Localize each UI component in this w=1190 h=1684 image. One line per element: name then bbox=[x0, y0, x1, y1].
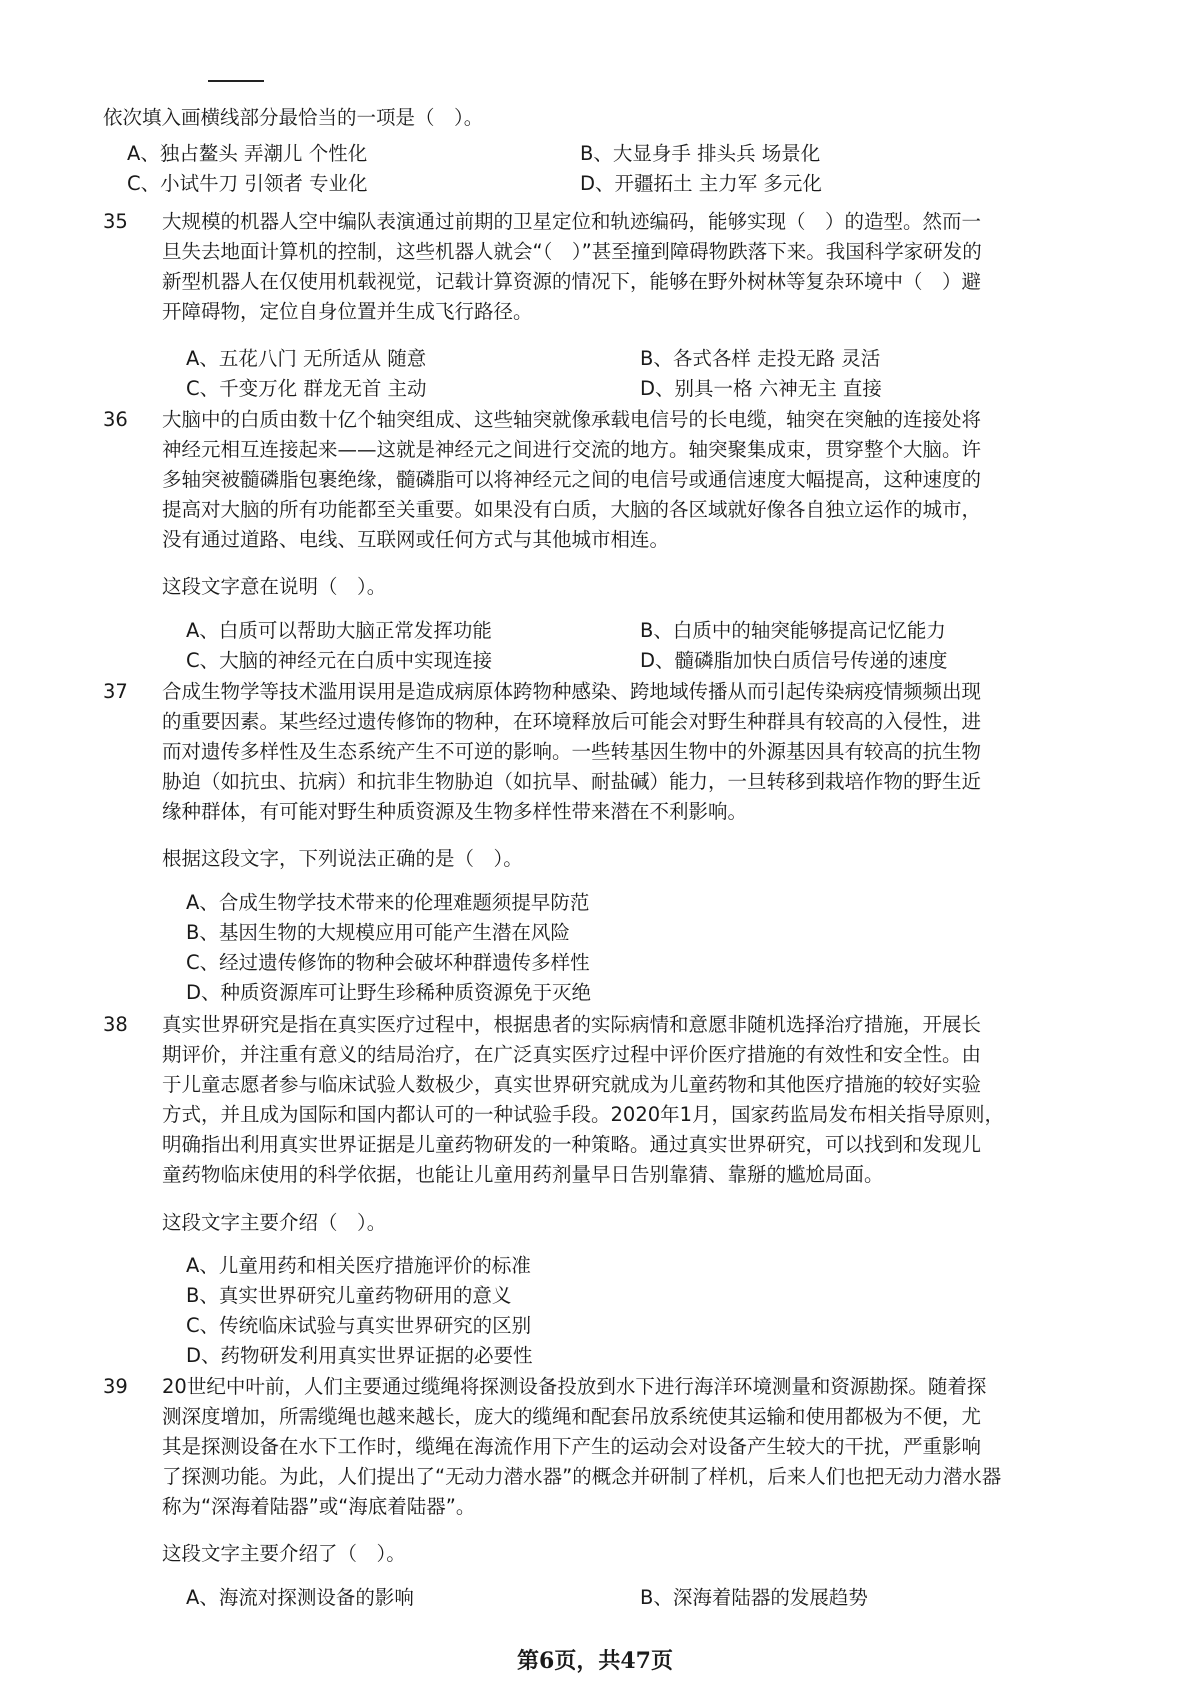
q39-line-4: 了探测功能。为此，人们提出了“无动力潜水器”的概念并研制了样机，后来人们也把无动力潜水器 bbox=[162, 1465, 1002, 1488]
q38-option-d: D、药物研发利用真实世界证据的必要性 bbox=[186, 1344, 533, 1367]
q37-line-4: 胁迫（如抗虫、抗病）和抗非生物胁迫（如抗旱、耐盐碱）能力，一旦转移到栽培作物的野生近 bbox=[162, 770, 982, 793]
page-footer: 第6页，共47页 bbox=[517, 1648, 673, 1674]
q34-prompt: 依次填入画横线部分最恰当的一项是（ ）。 bbox=[103, 106, 484, 129]
q39-line-3: 其是探测设备在水下工作时，缆绳在海流作用下产生的运动会对设备产生较大的干扰，严重影响 bbox=[162, 1435, 982, 1458]
q35-passage bbox=[162, 207, 1062, 327]
q36-line-5: 没有通过道路、电线、互联网或任何方式与其他城市相连。 bbox=[162, 528, 670, 551]
q38-option-a: A、儿童用药和相关医疗措施评价的标准 bbox=[186, 1254, 531, 1277]
q37-option-a: A、合成生物学技术带来的伦理难题须提早防范 bbox=[186, 891, 590, 914]
q37-line-2: 的重要因素。某些经过遗传修饰的物种，在环境释放后可能会对野生种群具有较高的入侵性，进 bbox=[162, 710, 982, 733]
q35-option-c: C、千变万化 群龙无首 主动 bbox=[186, 377, 427, 400]
q37-number: 37 bbox=[103, 680, 128, 703]
q37-option-b: B、基因生物的大规模应用可能产生潜在风险 bbox=[186, 921, 570, 944]
q36-number: 36 bbox=[103, 408, 128, 431]
q39-stem: 这段文字主要介绍了（ ）。 bbox=[162, 1542, 406, 1565]
fill-in-blank-line bbox=[208, 80, 264, 82]
q34-option-c: C、小试牛刀 引领者 专业化 bbox=[127, 172, 368, 195]
q37-stem: 根据这段文字，下列说法正确的是（ ）。 bbox=[162, 847, 523, 870]
q34-option-d: D、开疆拓土 主力军 多元化 bbox=[580, 172, 822, 195]
q38-line-3: 于儿童志愿者参与临床试验人数极少，真实世界研究就成为儿童药物和其他医疗措施的较好实验 bbox=[162, 1073, 982, 1096]
q35-line-2: 旦失去地面计算机的控制，这些机器人就会“（ ）”甚至撞到障碍物跌落下来。我国科学家研发的 bbox=[162, 240, 982, 263]
q37-passage bbox=[162, 677, 1062, 827]
q39-passage bbox=[162, 1372, 1062, 1522]
q38-passage bbox=[162, 1010, 1062, 1190]
q38-stem: 这段文字主要介绍（ ）。 bbox=[162, 1211, 387, 1234]
q36-option-a: A、白质可以帮助大脑正常发挥功能 bbox=[186, 619, 492, 642]
q39-line-1: 20世纪中叶前，人们主要通过缆绳将探测设备投放到水下进行海洋环境测量和资源勘探。随着探 bbox=[162, 1375, 987, 1398]
q38-option-c: C、传统临床试验与真实世界研究的区别 bbox=[186, 1314, 532, 1337]
q37-line-3: 而对遗传多样性及生态系统产生不可逆的影响。一些转基因生物中的外源基因具有较高的抗生物 bbox=[162, 740, 982, 763]
q39-option-b: B、深海着陆器的发展趋势 bbox=[640, 1586, 868, 1609]
q38-line-2: 期评价，并注重有意义的结局治疗，在广泛真实医疗过程中评价医疗措施的有效性和安全性。由 bbox=[162, 1043, 982, 1066]
q38-option-b: B、真实世界研究儿童药物研用的意义 bbox=[186, 1284, 512, 1307]
q37-option-d: D、种质资源库可让野生珍稀种质资源免于灭绝 bbox=[186, 981, 592, 1004]
q38-line-5: 明确指出利用真实世界证据是儿童药物研发的一种策略。通过真实世界研究，可以找到和发现儿 bbox=[162, 1133, 982, 1156]
q35-option-b: B、各式各样 走投无路 灵活 bbox=[640, 347, 881, 370]
q37-line-1: 合成生物学等技术滥用误用是造成病原体跨物种感染、跨地域传播从而引起传染病疫情频频出现 bbox=[162, 680, 982, 703]
q34-option-b: B、大显身手 排头兵 场景化 bbox=[580, 142, 821, 165]
q38-line-1: 真实世界研究是指在真实医疗过程中，根据患者的实际病情和意愿非随机选择治疗措施，开展长 bbox=[162, 1013, 982, 1036]
q35-number: 35 bbox=[103, 210, 128, 233]
q39-line-2: 测深度增加，所需缆绳也越来越长，庞大的缆绳和配套吊放系统使其运输和使用都极为不便，尤 bbox=[162, 1405, 982, 1428]
q35-line-4: 开障碍物，定位自身位置并生成飞行路径。 bbox=[162, 300, 533, 323]
q36-stem: 这段文字意在说明（ ）。 bbox=[162, 575, 387, 598]
q36-line-3: 多轴突被髓磷脂包裹绝缘，髓磷脂可以将神经元之间的电信号或通信速度大幅提高，这种速度的 bbox=[162, 468, 982, 491]
q36-line-4: 提高对大脑的所有功能都至关重要。如果没有白质，大脑的各区域就好像各自独立运作的城市， bbox=[162, 498, 982, 521]
q39-option-a: A、海流对探测设备的影响 bbox=[186, 1586, 414, 1609]
q37-line-5: 缘种群体，有可能对野生种质资源及生物多样性带来潜在不利影响。 bbox=[162, 800, 748, 823]
q35-option-a: A、五花八门 无所适从 随意 bbox=[186, 347, 427, 370]
q38-line-4: 方式，并且成为国际和国内都认可的一种试验手段。2020年1月，国家药监局发布相关指导原则， bbox=[162, 1103, 1005, 1126]
q39-line-5: 称为“深海着陆器”或“海底着陆器”。 bbox=[162, 1495, 476, 1518]
q39-number: 39 bbox=[103, 1375, 128, 1398]
q36-passage bbox=[162, 405, 1062, 555]
q35-option-d: D、别具一格 六神无主 直接 bbox=[640, 377, 882, 400]
q34-option-a: A、独占鳌头 弄潮儿 个性化 bbox=[127, 142, 368, 165]
q36-option-d: D、髓磷脂加快白质信号传递的速度 bbox=[640, 649, 948, 672]
q38-number: 38 bbox=[103, 1013, 128, 1036]
q36-line-1: 大脑中的白质由数十亿个轴突组成、这些轴突就像承载电信号的长电缆，轴突在突触的连接处将 bbox=[162, 408, 982, 431]
q36-line-2: 神经元相互连接起来——这就是神经元之间进行交流的地方。轴突聚集成束，贯穿整个大脑。许 bbox=[162, 438, 982, 461]
q37-option-c: C、经过遗传修饰的物种会破坏种群遗传多样性 bbox=[186, 951, 590, 974]
q35-line-1: 大规模的机器人空中编队表演通过前期的卫星定位和轨迹编码，能够实现（ ）的造型。然而一 bbox=[162, 210, 982, 233]
q38-line-6: 童药物临床使用的科学依据，也能让儿童用药剂量早日告别靠猜、靠掰的尴尬局面。 bbox=[162, 1163, 884, 1186]
q36-option-b: B、白质中的轴突能够提高记忆能力 bbox=[640, 619, 946, 642]
q35-line-3: 新型机器人在仅使用机载视觉，记载计算资源的情况下，能够在野外树林等复杂环境中（ ）避 bbox=[162, 270, 982, 293]
q36-option-c: C、大脑的神经元在白质中实现连接 bbox=[186, 649, 493, 672]
